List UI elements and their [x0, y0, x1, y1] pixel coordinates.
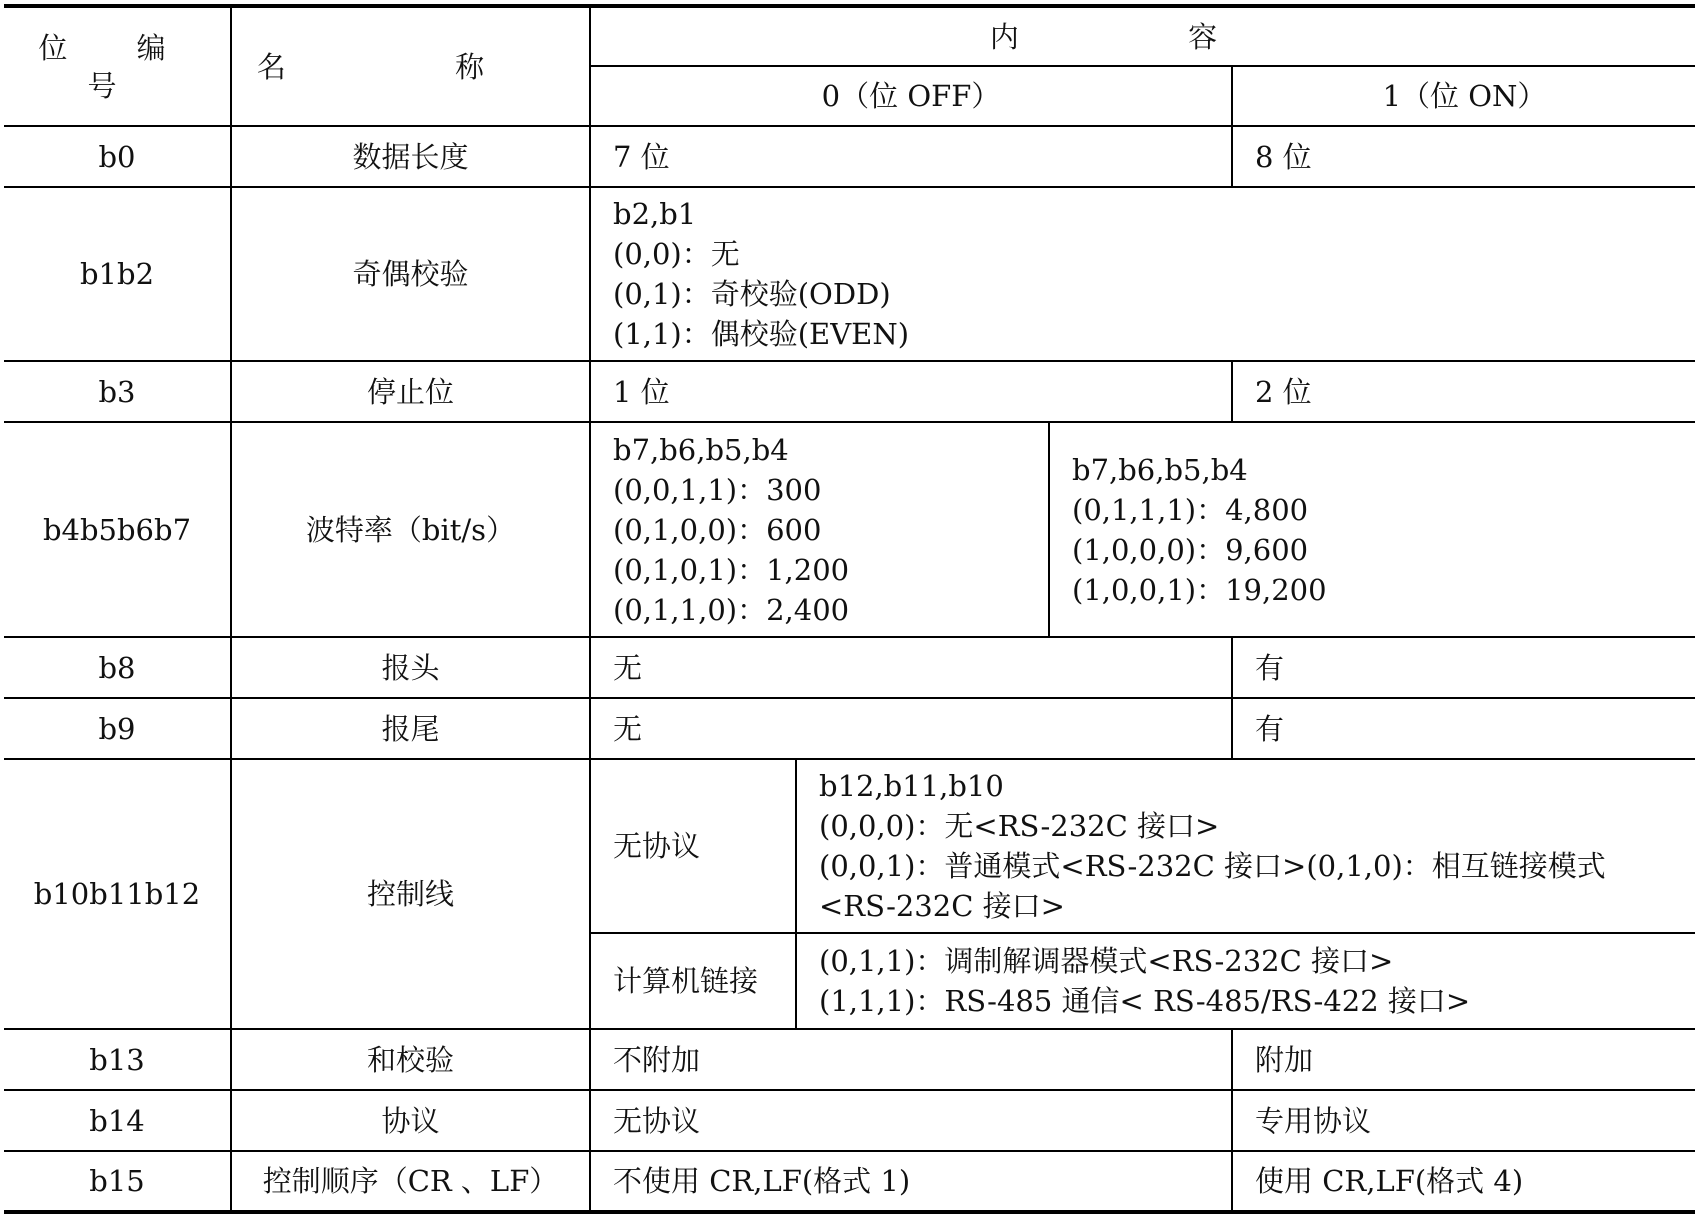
name-cell: 奇偶校验 — [231, 187, 590, 361]
computer-link-content — [796, 933, 1695, 1029]
bit-cell: b0 — [4, 126, 231, 187]
content-line: (1,1,1)：RS-485 通信< RS-485/RS-422 接口> — [819, 984, 1471, 1018]
no-protocol-label: 无协议 — [590, 759, 796, 933]
bit-cell: b15 — [4, 1151, 231, 1212]
header-row-1 — [4, 6, 1695, 66]
content-line: (0,0)：无 — [613, 237, 740, 271]
table-row-b3 — [4, 361, 1695, 422]
table-row-b8 — [4, 637, 1695, 698]
on-cell: 有 — [1232, 637, 1695, 698]
on-cell: 2 位 — [1232, 361, 1695, 422]
content-line: (0,1,1)：调制解调器模式<RS-232C 接口> — [819, 944, 1394, 978]
computer-link-label: 计算机链接 — [590, 933, 796, 1029]
on-cell: 附加 — [1232, 1029, 1695, 1090]
name-cell: 报尾 — [231, 698, 590, 759]
content-line: (1,1)：偶校验(EVEN) — [613, 317, 910, 351]
table-row-b4b5b6b7 — [4, 422, 1695, 637]
content-line: b7,b6,b5,b4 — [1072, 452, 1248, 487]
content-line: (0,1)：奇校验(ODD) — [613, 277, 891, 311]
content-line: (0,0,1)：普通模式<RS-232C 接口>(0,1,0)：相互链接模式<RS-232C 接口> — [819, 849, 1606, 923]
content-line: (0,1,1,1)：4,800 — [1072, 492, 1309, 527]
header-off: 0（位 OFF） — [590, 66, 1232, 126]
on-cell: 有 — [1232, 698, 1695, 759]
on-cell: 专用协议 — [1232, 1090, 1695, 1151]
off-cell: 无 — [590, 698, 1232, 759]
name-cell: 协议 — [231, 1090, 590, 1151]
name-cell: 控制顺序（CR 、LF） — [231, 1151, 590, 1212]
table-row-b15 — [4, 1151, 1695, 1212]
baud-left-cell — [590, 422, 1049, 637]
table-row-b1b2 — [4, 187, 1695, 361]
header-bit-no: 位 编 号 — [4, 6, 231, 126]
off-cell: 不附加 — [590, 1029, 1232, 1090]
name-cell: 控制线 — [231, 759, 590, 1029]
bit-cell: b9 — [4, 698, 231, 759]
table-row-b13 — [4, 1029, 1695, 1090]
parity-content-cell — [590, 187, 1695, 361]
header-on: 1（位 ON） — [1232, 66, 1695, 126]
bit-cell: b14 — [4, 1090, 231, 1151]
table-row-b0 — [4, 126, 1695, 187]
name-cell: 报头 — [231, 637, 590, 698]
off-cell: 7 位 — [590, 126, 1232, 187]
off-cell: 不使用 CR,LF(格式 1) — [590, 1151, 1232, 1212]
table-row-b10b11b12 — [4, 759, 1695, 933]
bit-cell: b3 — [4, 361, 231, 422]
content-line: (1,0,0,1)：19,200 — [1072, 572, 1327, 607]
content-line: (0,1,0,1)：1,200 — [613, 552, 850, 587]
table-row-b9 — [4, 698, 1695, 759]
content-line: (0,0,0)：无<RS-232C 接口> — [819, 809, 1220, 843]
bit-cell: b10b11b12 — [4, 759, 231, 1029]
bit-cell: b8 — [4, 637, 231, 698]
header-name: 名 称 — [231, 6, 590, 126]
no-protocol-content — [796, 759, 1695, 933]
off-cell: 无 — [590, 637, 1232, 698]
bit-spec-table — [4, 4, 1695, 1214]
content-line: (1,0,0,0)：9,600 — [1072, 532, 1309, 567]
name-cell: 停止位 — [231, 361, 590, 422]
content-line: (0,0,1,1)：300 — [613, 472, 822, 507]
off-cell: 无协议 — [590, 1090, 1232, 1151]
table-row-b14 — [4, 1090, 1695, 1151]
on-cell: 使用 CR,LF(格式 4) — [1232, 1151, 1695, 1212]
content-line: (0,1,0,0)：600 — [613, 512, 822, 547]
on-cell: 8 位 — [1232, 126, 1695, 187]
name-cell: 和校验 — [231, 1029, 590, 1090]
off-cell: 1 位 — [590, 361, 1232, 422]
name-cell: 数据长度 — [231, 126, 590, 187]
content-line: b7,b6,b5,b4 — [613, 432, 789, 467]
bit-cell: b4b5b6b7 — [4, 422, 231, 637]
bit-cell: b1b2 — [4, 187, 231, 361]
content-line: b12,b11,b10 — [819, 769, 1004, 803]
name-cell: 波特率（bit/s） — [231, 422, 590, 637]
content-line: (0,1,1,0)：2,400 — [613, 592, 850, 627]
header-content: 内 容 — [590, 6, 1695, 66]
content-line: b2,b1 — [613, 197, 697, 231]
bit-cell: b13 — [4, 1029, 231, 1090]
baud-right-cell — [1049, 422, 1695, 637]
